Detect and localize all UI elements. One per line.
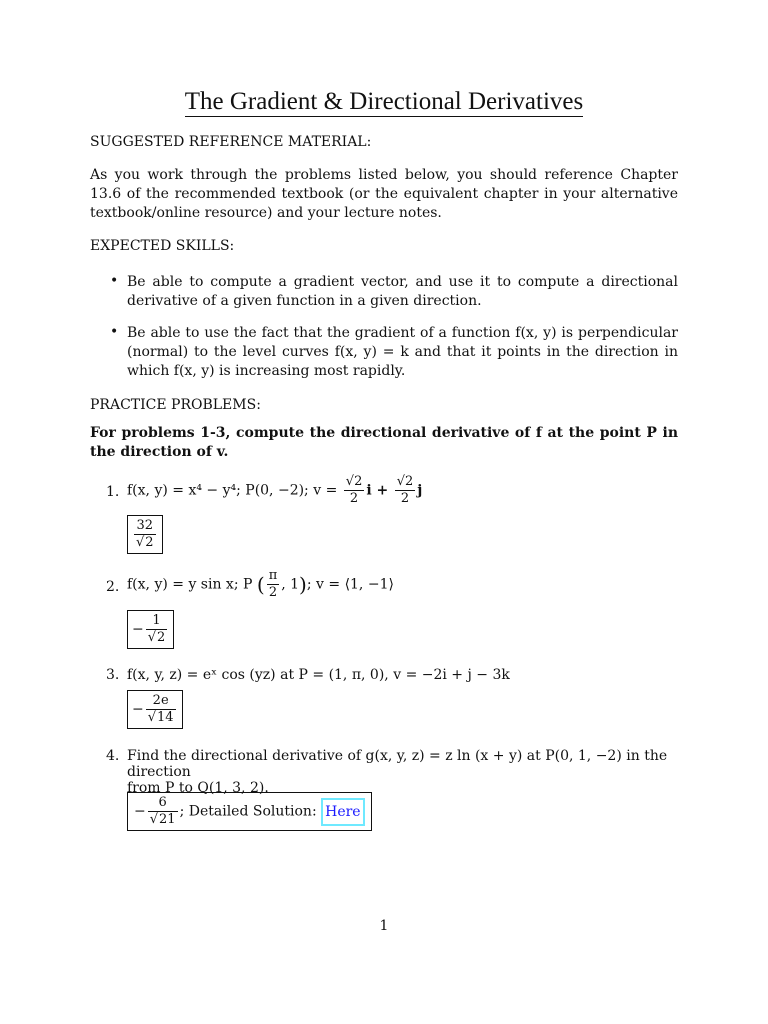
bullet-icon: •	[110, 324, 119, 340]
skill-item-1: Be able to compute a gradient vector, and use it to compute a directional derivative of a given function in a given direction.	[127, 274, 678, 309]
problem-4-statement: Find the directional derivative of g(x, y, z) = z ln (x + y) at P(0, 1, −2) in the direction from P to Q(1, 3, 2).	[127, 748, 668, 796]
problem-number: 4.	[106, 748, 120, 764]
problem-1-statement: f(x, y) = x⁴ − y⁴; P(0, −2); v = $\frac{√2}{2}$ i + $\frac{√2}{2}$ j	[127, 474, 423, 506]
problem-2-statement: f(x, y) = y sin x; P ( $\frac{\pi}{2}$ , 1); v = ⟨1, −1⟩	[127, 568, 394, 600]
problems-instruction: For problems 1-3, compute the directional derivative of f at the point P in the direction of v.	[90, 425, 678, 460]
problem-1-answer: $\frac{32}{√2}$	[127, 515, 163, 554]
practice-heading: PRACTICE PROBLEMS:	[90, 397, 261, 413]
problem-2-answer: − $\frac{1}{√2}$	[127, 610, 174, 649]
page-number: 1	[379, 918, 389, 934]
problem-number: 2.	[106, 579, 120, 595]
problem-3-statement: f(x, y, z) = eˣ cos (yz) at P = (1, π, 0), v = −2i + j − 3k	[127, 667, 510, 683]
fraction: $\frac{√2}{2}$	[396, 474, 414, 506]
bullet-icon: •	[110, 273, 119, 289]
skill-item-2: Be able to use the fact that the gradient of a function f(x, y) is perpendicular (normal) to the level curves f(x, y) = k and that it points in the direction in which f(x, y) is increasing most rapidly.	[127, 325, 678, 379]
detailed-solution-link[interactable]: Here	[321, 798, 364, 826]
reference-heading: SUGGESTED REFERENCE MATERIAL:	[90, 134, 372, 150]
problem-number: 1.	[106, 484, 120, 500]
problem-4-answer: − $\frac{6}{√21}$ ; Detailed Solution: Here	[127, 792, 372, 831]
fraction: $\frac{√2}{2}$	[345, 474, 363, 506]
problem-3-answer: − $\frac{2e}{√14}$	[127, 690, 183, 729]
reference-paragraph: As you work through the problems listed below, you should reference Chapter 13.6 of the recommended textbook (or the equivalent chapter in your alternative textbook/online resource) and your lecture notes.	[90, 167, 678, 221]
skills-heading: EXPECTED SKILLS:	[90, 238, 235, 254]
problem-number: 3.	[106, 667, 120, 683]
page-title: The Gradient & Directional Derivatives	[184, 88, 584, 115]
